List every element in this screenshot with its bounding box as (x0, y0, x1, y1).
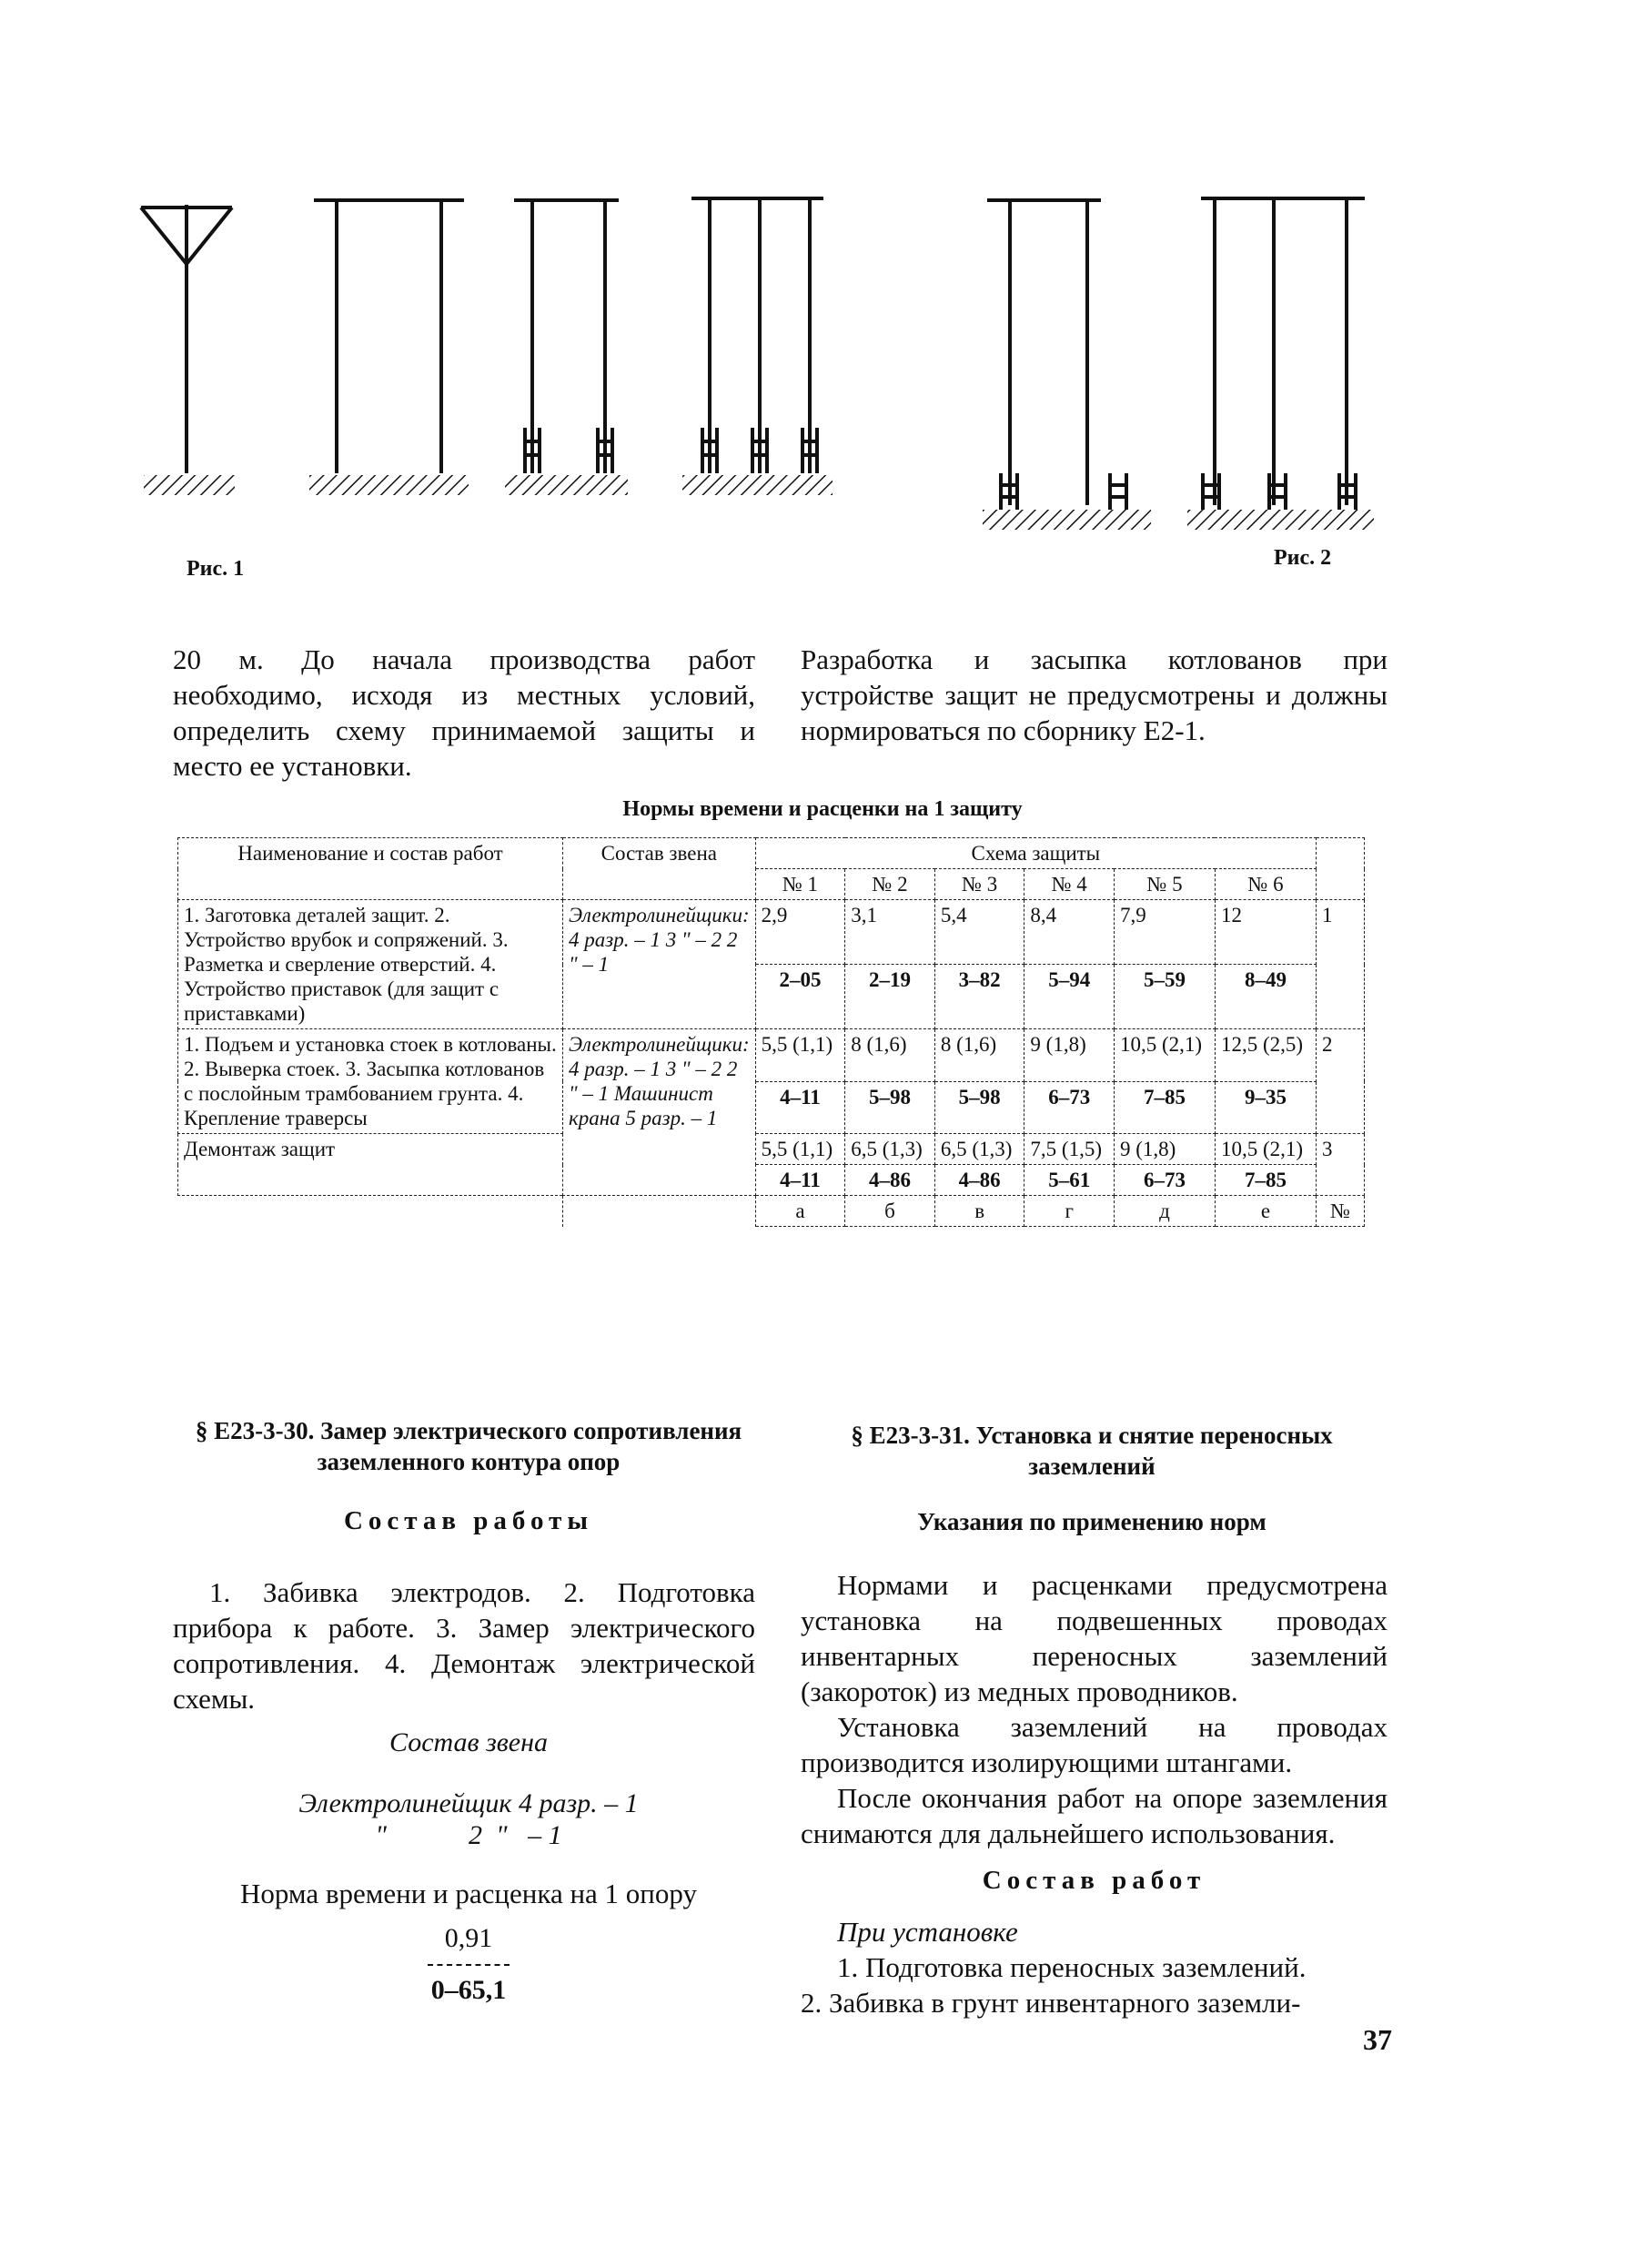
row3-name: Демонтаж защит (178, 1134, 563, 1196)
row2-rate-6: 9–35 (1215, 1081, 1316, 1134)
right-guide-title: Указания по применению норм (917, 1508, 1267, 1535)
left-composition-title: Состав работы (343, 1506, 594, 1535)
row2-rate-3: 5–98 (934, 1081, 1024, 1134)
figures-drawing (0, 0, 1645, 619)
header-scheme-6: № 6 (1215, 869, 1316, 900)
row1-time-2: 3,1 (845, 900, 935, 965)
table-title: Нормы времени и расценки на 1 защиту (622, 797, 1023, 821)
row1-no: 1 (1317, 900, 1365, 1029)
row3-rate-3: 4–86 (934, 1165, 1024, 1196)
row3-time-5: 9 (1,8) (1115, 1134, 1216, 1165)
table-row (178, 1196, 1365, 1227)
row2-no: 2 (1317, 1029, 1365, 1134)
right-paragraph-1: Нормами и расценками предусмотрена установка на подвешенных проводах инвентарных переносных заземлений (закороток) из медных проводников. (801, 1569, 1388, 1707)
header-name: Наименование и состав работ (178, 838, 563, 900)
row3-time-2: 6,5 (1,3) (845, 1134, 935, 1165)
table-row (178, 1029, 1365, 1082)
intro-right: Разработка и засыпка котлованов при устройстве защит не предусмотрены и должны нормироваться по сборнику Е2-1. (801, 643, 1388, 746)
fig1-portal-attached (505, 200, 628, 495)
right-on-install: При установке (837, 1916, 1018, 1948)
letter-d: д (1115, 1196, 1216, 1227)
row2-time-5: 10,5 (2,1) (1115, 1029, 1216, 1082)
row1-time-5: 7,9 (1115, 900, 1216, 965)
row3-time-3: 6,5 (1,3) (934, 1134, 1024, 1165)
row2-time-6: 12,5 (2,5) (1215, 1029, 1316, 1082)
row2-rate-1: 4–11 (755, 1081, 845, 1134)
header-scheme-3: № 3 (934, 869, 1024, 900)
header-scheme-1: № 1 (755, 869, 845, 900)
fig2-triple-portal (1187, 198, 1374, 530)
row3-rate-4: 5–61 (1024, 1165, 1115, 1196)
row3-rate-6: 7–85 (1215, 1165, 1316, 1196)
table-row (178, 900, 1365, 965)
row1-time-4: 8,4 (1024, 900, 1115, 965)
fig1-pole-y (141, 205, 235, 495)
row1-rate-5: 5–59 (1115, 965, 1216, 1029)
row2-name: 1. Подъем и установка стоек в котлованы. 2. Выверка стоек. 3. Засыпка котлованов с послойным трамбованием грунта. 4. Крепление траверсы (178, 1029, 563, 1134)
right-works-list (801, 1914, 1388, 2020)
row3-time-1: 5,5 (1,1) (755, 1134, 845, 1165)
header-blank (1317, 838, 1365, 900)
row3-time-6: 10,5 (2,1) (1215, 1134, 1316, 1165)
row2-rate-4: 6–73 (1024, 1081, 1115, 1134)
letters-blank-2 (563, 1196, 756, 1227)
right-item-2: 2. Забивка в грунт инвентарного заземли- (801, 1987, 1301, 2019)
header-crew: Состав звена (563, 838, 756, 900)
norm-divider (428, 1964, 510, 1966)
header-scheme-4: № 4 (1024, 869, 1115, 900)
letters-blank-1 (178, 1196, 563, 1227)
row3-time-4: 7,5 (1,5) (1024, 1134, 1115, 1165)
row1-rate-4: 5–94 (1024, 965, 1115, 1029)
left-crew-line2: " 2 " – 1 (375, 1820, 562, 1850)
letter-v: в (934, 1196, 1024, 1227)
left-composition-text: 1. Забивка электродов. 2. Подготовка прибора к работе. 3. Замер электрического сопротивления. 4. Демонтаж электрической схемы. (173, 1576, 755, 1715)
fig1-triple-portal (682, 198, 833, 495)
letter-g: г (1024, 1196, 1115, 1227)
row1-time-1: 2,9 (755, 900, 845, 965)
right-section-title: § Е23-3-31. Установка и снятие переносных заземлений (851, 1422, 1333, 1480)
letter-no: № (1317, 1196, 1365, 1227)
right-paragraph-3: После окончания работ на опоре заземления снимаются для дальнейшего использования. (801, 1782, 1388, 1849)
right-item-1: 1. Подготовка переносных заземлений. (837, 1951, 1307, 1983)
letter-e: е (1215, 1196, 1316, 1227)
header-scheme-2: № 2 (845, 869, 935, 900)
row2-time-1: 5,5 (1,1) (755, 1029, 845, 1082)
left-norm-title: Норма времени и расценка на 1 опору (240, 1878, 697, 1909)
fig2-caption: Рис. 2 (1274, 546, 1332, 570)
row3-rate-1: 4–11 (755, 1165, 845, 1196)
row1-rate-2: 2–19 (845, 965, 935, 1029)
left-norm-time: 0,91 (444, 1923, 493, 1953)
row2-time-4: 9 (1,8) (1024, 1029, 1115, 1082)
letter-b: б (845, 1196, 935, 1227)
left-section-title: § Е23-3-30. Замер электрического сопротивления заземленного контура опор (195, 1417, 742, 1475)
table-row (178, 1134, 1365, 1165)
row2-rate-5: 7–85 (1115, 1081, 1216, 1134)
row1-name: 1. Заготовка деталей защит. 2. Устройство врубок и сопряжений. 3. Разметка и сверление отверстий. 4. Устройство приставок (для защит с приставками) (178, 900, 563, 1029)
row2-rate-2: 5–98 (845, 1081, 935, 1134)
row2-crew: Электролинейщики: 4 разр. – 1 3 " – 2 2 " – 1 Машинист крана 5 разр. – 1 (563, 1029, 756, 1196)
right-works-title: Состав работ (982, 1866, 1206, 1895)
row1-time-3: 5,4 (934, 900, 1024, 965)
row1-crew: Электролинейщики: 4 разр. – 1 3 " – 2 2 " – 1 (563, 900, 756, 1029)
right-paragraph-2: Установка заземлений на проводах производится изолирующими штангами. (801, 1711, 1388, 1778)
fig1-caption: Рис. 1 (187, 557, 245, 581)
header-scheme: Схема защиты (755, 838, 1316, 869)
header-scheme-5: № 5 (1115, 869, 1216, 900)
fig1-portal (309, 200, 469, 495)
intro-left: 20 м. До начала производства работ необходимо, исходя из местных условий, определить схему принимаемой защиты и место ее установки. (173, 643, 755, 782)
left-norm-rate: 0–65,1 (430, 1975, 507, 2005)
row1-rate-1: 2–05 (755, 965, 845, 1029)
row1-rate-3: 3–82 (934, 965, 1024, 1029)
row2-time-2: 8 (1,6) (845, 1029, 935, 1082)
row3-rate-5: 6–73 (1115, 1165, 1216, 1196)
fig2-portal (983, 200, 1151, 530)
norms-table (177, 837, 1365, 1227)
letter-a: а (755, 1196, 845, 1227)
row1-rate-6: 8–49 (1215, 965, 1316, 1029)
row3-rate-2: 4–86 (845, 1165, 935, 1196)
row3-no: 3 (1317, 1134, 1365, 1196)
left-crew-title: Состав звена (389, 1727, 548, 1757)
row1-time-6: 12 (1215, 900, 1316, 965)
right-paragraphs (801, 1567, 1388, 1851)
left-crew-line1: Электролинейщик 4 разр. – 1 (298, 1788, 639, 1818)
row2-time-3: 8 (1,6) (934, 1029, 1024, 1082)
page-number: 37 (1363, 2023, 1392, 2056)
